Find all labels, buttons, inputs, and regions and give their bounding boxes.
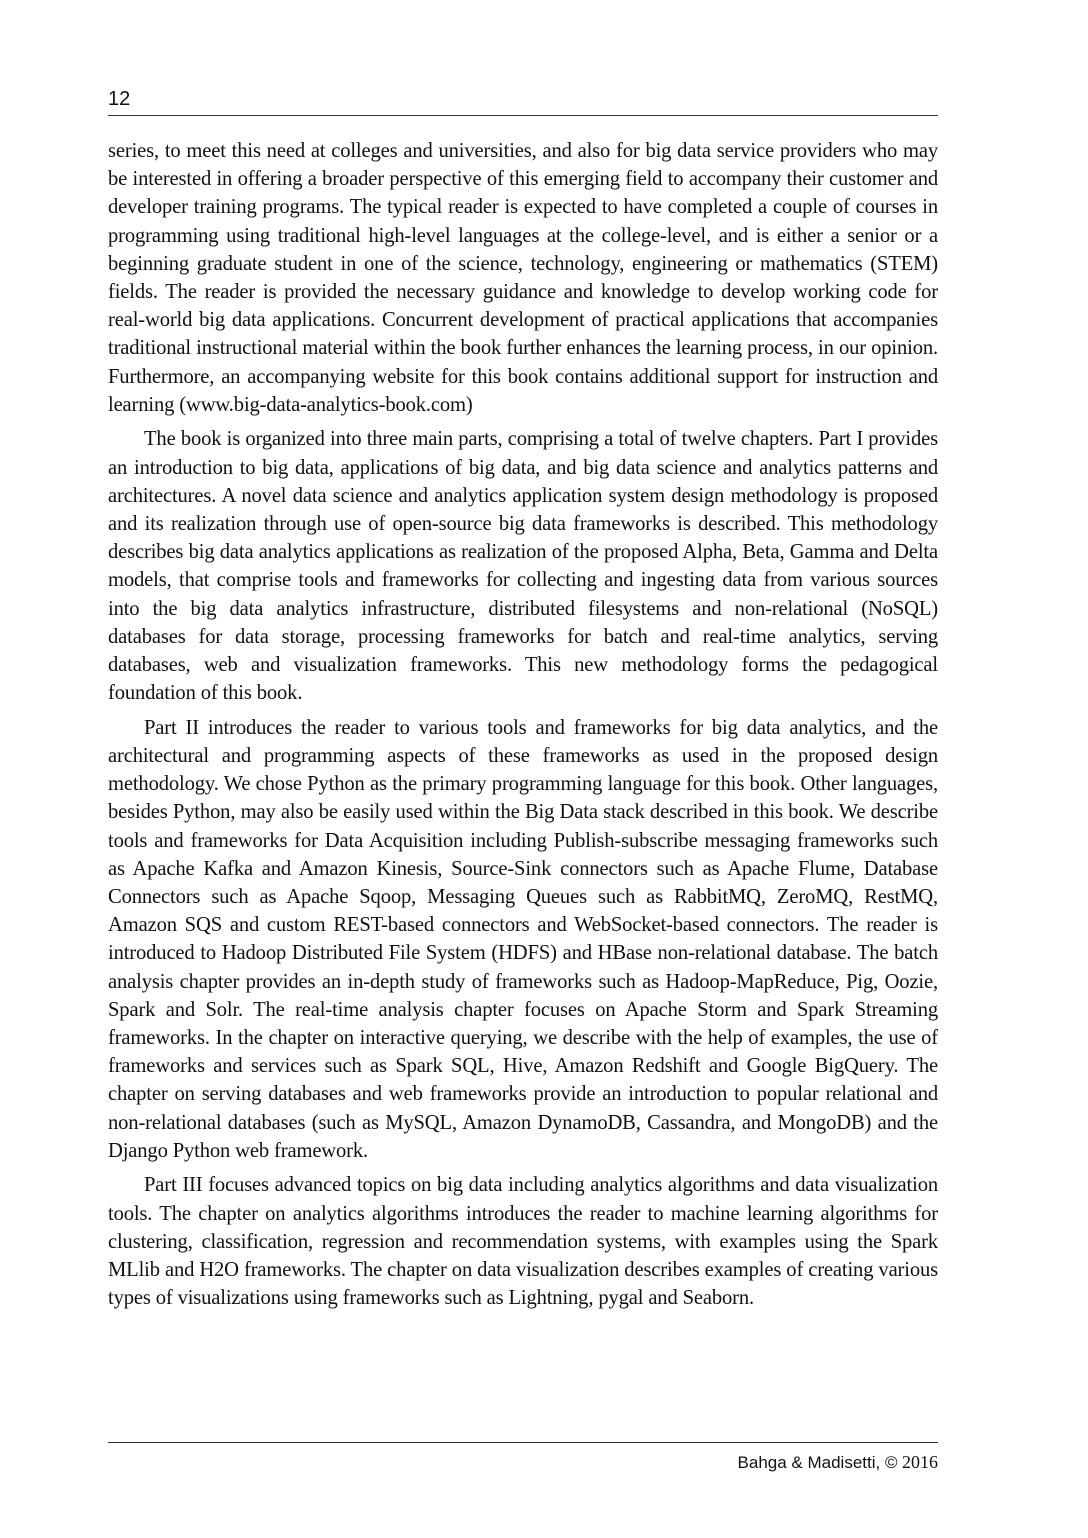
footer-authors: Bahga & Madisetti, bbox=[737, 1453, 885, 1472]
paragraph-part-two: Part II introduces the reader to various tools and frameworks for big data analytics, and the architectural and programming aspects of these frameworks as used in the proposed design methodology. We chose Python as the primary programming language for this book. Other languages, besides Python, may also be easily used within the Big Data stack described in this book. We describe tools and frameworks for Data Acquisition including Publish-subscribe messaging frameworks such as Apache Kafka and Amazon Kinesis, Source-Sink connectors such as Apache Flume, Database Connectors such as Apache Sqoop, Messaging Queues such as RabbitMQ, ZeroMQ, RestMQ, Amazon SQS and custom REST-based connectors and WebSocket-based connectors. The reader is introduced to Hadoop Distributed File System (HDFS) and HBase non-relational database. The batch analysis chapter provides an in-depth study of frameworks such as Hadoop-MapReduce, Pig, Oozie, Spark and Solr. The real-time analysis chapter focuses on Apache Storm and Spark Streaming frameworks. In the chapter on interactive querying, we describe with the help of examples, the use of frameworks and services such as Spark SQL, Hive, Amazon Redshift and Google BigQuery. The chapter on serving databases and web frameworks provide an introduction to popular relational and non-relational databases (such as MySQL, Amazon DynamoDB, Cassandra, and MongoDB) and the Django Python web framework. bbox=[108, 716, 938, 1162]
header-rule bbox=[108, 115, 938, 116]
footer-year: 2016 bbox=[897, 1452, 938, 1472]
paragraph-book-organization: The book is organized into three main parts, comprising a total of twelve chapters. Part I provides an introduction to big data, applications of big data, and big data science and analytics patterns and architectures. A novel data science and analytics application system design methodology is proposed and its realization through use of open-source big data frameworks is described. This methodology describes big data analytics applications as realization of the proposed Alpha, Beta, Gamma and Delta models, that comprise tools and frameworks for collecting and ingesting data from various sources into the big data analytics infrastructure, distributed filesystems and non-relational (NoSQL) databases for data storage, processing frameworks for batch and real-time analytics, serving databases, web and visualization frameworks. This new methodology forms the pedagogical foundation of this book. bbox=[108, 428, 938, 705]
paragraph-part-three: Part III focuses advanced topics on big data including analytics algorithms and data visualization tools. The chapter on analytics algorithms introduces the reader to machine learning algorithms for clustering, classification, regression and recommendation systems, with examples using the Spark MLlib and H2O frameworks. The chapter on data visualization describes examples of creating various types of visualizations using frameworks such as Lightning, pygal and Seaborn. bbox=[108, 1174, 938, 1310]
footer-credit bbox=[738, 1450, 938, 1475]
page-footer bbox=[108, 1442, 938, 1472]
paragraph-continuation: series, to meet this need at colleges and universities, and also for big data service providers who may be interested in offering a broader perspective of this emerging field to accompany their customer and developer training programs. The typical reader is expected to have completed a couple of courses in programming using traditional high-level languages at the college-level, and is either a senior or a beginning graduate student in one of the science, technology, engineering or mathematics (STEM) fields. The reader is provided the necessary guidance and knowledge to develop working code for real-world big data applications. Concurrent development of practical applications that accompanies traditional instructional material within the book further enhances the learning process, in our opinion. Furthermore, an accompanying website for this book contains additional support for instruction and learning (www.big-data-analytics-book.com) bbox=[108, 140, 938, 416]
page-number: 12 bbox=[108, 88, 131, 110]
body-text bbox=[108, 137, 938, 1319]
footer-rule bbox=[108, 1442, 938, 1443]
page-header bbox=[108, 86, 938, 112]
copyright-icon: © bbox=[884, 1453, 898, 1472]
